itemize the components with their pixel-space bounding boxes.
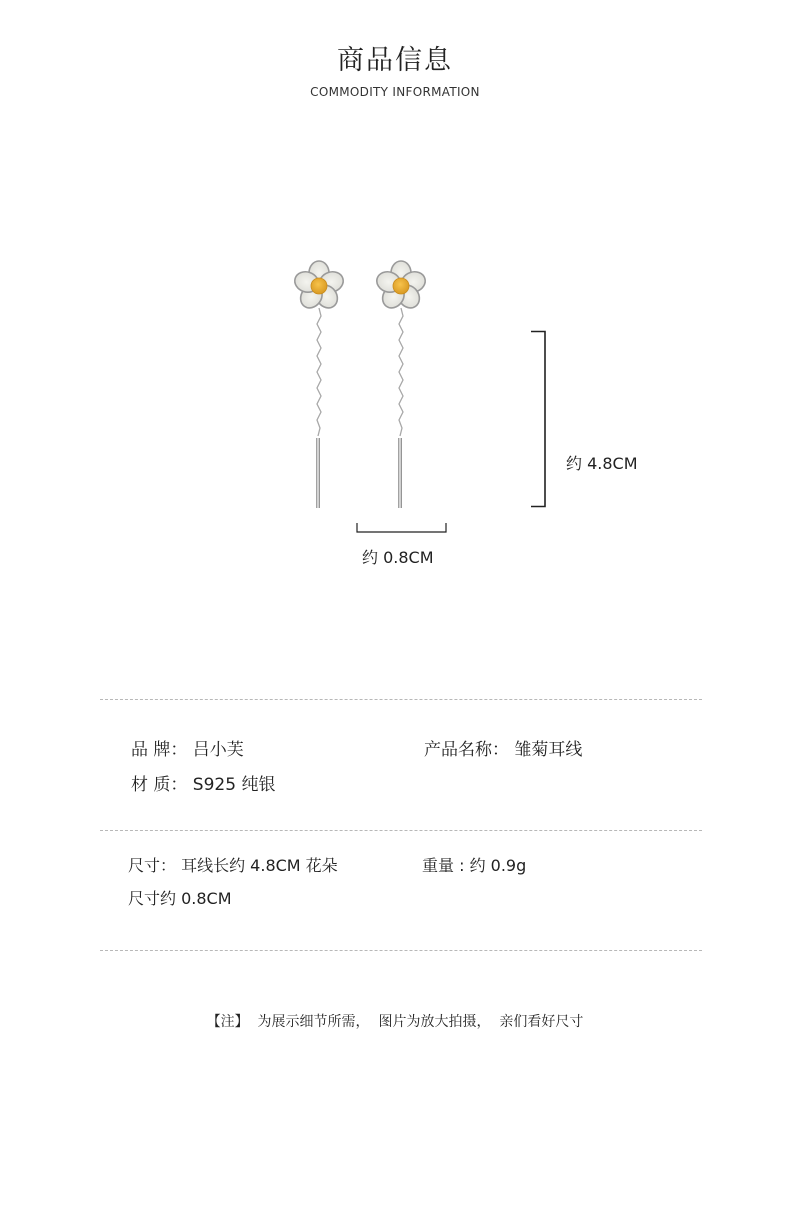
page-subtitle: COMMODITY INFORMATION [310, 85, 480, 99]
footer-note: 【注】 为展示细节所需， 图片为放大拍摄， 亲们看好尺寸 [206, 1014, 584, 1030]
spec-material: 材 质： S925 纯银 [131, 775, 276, 795]
divider [100, 830, 702, 831]
page-title: 商品信息 [337, 45, 453, 76]
spec-size-line1: 尺寸： 耳线长约 4.8CM 花朵 [128, 856, 338, 875]
spec-product-name: 产品名称： 雏菊耳线 [424, 740, 583, 760]
width-label: 约 0.8CM [362, 548, 434, 567]
spec-size-line2: 尺寸约 0.8CM [128, 889, 232, 908]
length-bracket [528, 330, 548, 508]
left-earring [292, 261, 346, 312]
spec-brand: 品 牌： 吕小芙 [131, 740, 244, 760]
width-bracket [356, 522, 448, 534]
right-earring [374, 261, 428, 312]
right-chain [399, 308, 403, 436]
divider [100, 950, 702, 951]
left-bar [316, 438, 320, 508]
spec-weight: 重量 : 约 0.9g [422, 856, 527, 875]
left-chain [317, 308, 321, 436]
length-label: 约 4.8CM [566, 454, 638, 473]
earrings-image [280, 250, 460, 520]
divider [100, 699, 702, 700]
right-bar [398, 438, 402, 508]
